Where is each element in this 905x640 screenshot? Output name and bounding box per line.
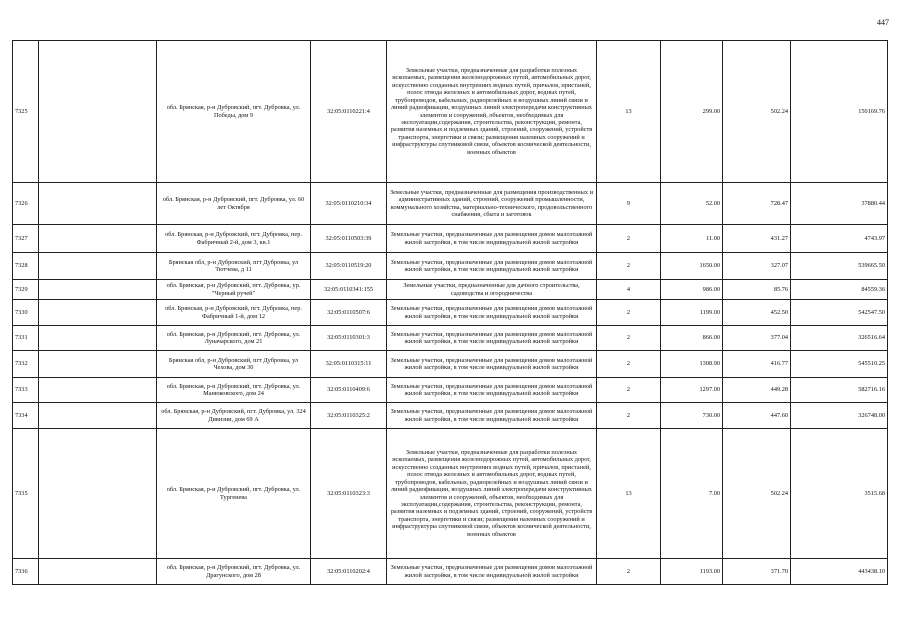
cadastral-number-cell: 32:05:0110315:11 bbox=[311, 351, 387, 378]
table-row bbox=[13, 326, 888, 351]
area-cell: 730.00 bbox=[661, 403, 723, 429]
blank-cell bbox=[39, 403, 157, 429]
blank-cell bbox=[39, 41, 157, 183]
table-row bbox=[13, 280, 888, 300]
address-cell: Брянская обл, р-н Дубровский, пгт Дубровка, ул Чехова, дом 30 bbox=[157, 351, 311, 378]
cadastral-value-cell: 3515.68 bbox=[791, 429, 888, 559]
area-cell: 1297.00 bbox=[661, 378, 723, 403]
rate-cell: 431.27 bbox=[723, 225, 791, 253]
land-use-cell: Земельные участки, предназначенные для размещения домов малоэтажной жилой застройки, в том числе индивидуальной жилой застройки bbox=[387, 326, 597, 351]
rate-cell: 447.60 bbox=[723, 403, 791, 429]
row-number: 7330 bbox=[13, 300, 39, 326]
table-row bbox=[13, 300, 888, 326]
use-code-cell: 2 bbox=[597, 326, 661, 351]
cadastral-number-cell: 32:05:0110301:3 bbox=[311, 326, 387, 351]
blank-cell bbox=[39, 559, 157, 585]
area-cell: 866.00 bbox=[661, 326, 723, 351]
rate-cell: 85.76 bbox=[723, 280, 791, 300]
blank-cell bbox=[39, 183, 157, 225]
use-code-cell: 2 bbox=[597, 253, 661, 280]
cadastral-value-cell: 150169.76 bbox=[791, 41, 888, 183]
cadastral-number-cell: 32:05:0110341:155 bbox=[311, 280, 387, 300]
use-code-cell: 2 bbox=[597, 300, 661, 326]
row-number: 7333 bbox=[13, 378, 39, 403]
cadastral-value-cell: 539665.50 bbox=[791, 253, 888, 280]
table-row bbox=[13, 403, 888, 429]
land-use-cell: Земельные участки, предназначенные для размещения домов малоэтажной жилой застройки, в том числе индивидуальной жилой застройки bbox=[387, 559, 597, 585]
rate-cell: 377.04 bbox=[723, 326, 791, 351]
cadastral-value-cell: 542547.50 bbox=[791, 300, 888, 326]
use-code-cell: 13 bbox=[597, 41, 661, 183]
land-use-cell: Земельные участки, предназначенные для размещения производственных и административных зданий, строений, сооружений промышленности, коммунального хозяйства, материально-технического, продовольственного снабжения, сбыта и заготовок bbox=[387, 183, 597, 225]
cadastral-number-cell: 32:05:0110519:20 bbox=[311, 253, 387, 280]
address-cell: обл. Брянская, р-н Дубровский, пгт. Дубровка, ул. 60 лет Октября bbox=[157, 183, 311, 225]
land-use-cell: Земельные участки, предназначенные для размещения домов малоэтажной жилой застройки, в том числе индивидуальной жилой застройки bbox=[387, 300, 597, 326]
cadastral-value-cell: 84559.36 bbox=[791, 280, 888, 300]
cadastral-value-cell: 37880.44 bbox=[791, 183, 888, 225]
cadastral-number-cell: 32:05:0110210:34 bbox=[311, 183, 387, 225]
land-use-cell: Земельные участки, предназначенные для размещения домов малоэтажной жилой застройки, в том числе индивидуальной жилой застройки bbox=[387, 253, 597, 280]
address-cell: обл. Брянская, р-н Дубровский, пгт. Дубровка, пер. Фабричный 1-й, дом 12 bbox=[157, 300, 311, 326]
cadastral-number-cell: 32:05:0110323:3 bbox=[311, 429, 387, 559]
cadastral-value-cell: 326748.00 bbox=[791, 403, 888, 429]
row-number: 7326 bbox=[13, 183, 39, 225]
rate-cell: 502.24 bbox=[723, 429, 791, 559]
address-cell: обл. Брянская, р-н Дубровский, пгт. Дубровка, пер. Фабричный 2-й, дом 3, кв.1 bbox=[157, 225, 311, 253]
land-registry-table bbox=[12, 40, 888, 585]
cadastral-number-cell: 32:05:0110221:4 bbox=[311, 41, 387, 183]
row-number: 7328 bbox=[13, 253, 39, 280]
table-row bbox=[13, 429, 888, 559]
cadastral-number-cell: 32:05:0110325:2 bbox=[311, 403, 387, 429]
rate-cell: 502.24 bbox=[723, 41, 791, 183]
use-code-cell: 2 bbox=[597, 403, 661, 429]
rate-cell: 449.28 bbox=[723, 378, 791, 403]
cadastral-number-cell: 32:05:0110503:39 bbox=[311, 225, 387, 253]
rate-cell: 327.07 bbox=[723, 253, 791, 280]
area-cell: 11.00 bbox=[661, 225, 723, 253]
table-row bbox=[13, 225, 888, 253]
rate-cell: 371.70 bbox=[723, 559, 791, 585]
table-row bbox=[13, 378, 888, 403]
blank-cell bbox=[39, 378, 157, 403]
area-cell: 1650.00 bbox=[661, 253, 723, 280]
area-cell: 52.00 bbox=[661, 183, 723, 225]
row-number: 7331 bbox=[13, 326, 39, 351]
area-cell: 1308.90 bbox=[661, 351, 723, 378]
land-use-cell: Земельные участки, предназначенные для размещения домов малоэтажной жилой застройки, в том числе индивидуальной жилой застройки bbox=[387, 403, 597, 429]
area-cell: 299.00 bbox=[661, 41, 723, 183]
blank-cell bbox=[39, 326, 157, 351]
address-cell: обл. Брянская, р-н Дубровский, пгт. Дубровка, ул. Манюковского, дом 24 bbox=[157, 378, 311, 403]
use-code-cell: 2 bbox=[597, 559, 661, 585]
address-cell: обл. Брянская, р-н Дубровский, пгт. Дубровка, ул. Победы, дом 9 bbox=[157, 41, 311, 183]
use-code-cell: 4 bbox=[597, 280, 661, 300]
page-number: 447 bbox=[877, 18, 889, 27]
land-use-cell: Земельные участки, предназначенные для размещения домов малоэтажной жилой застройки, в том числе индивидуальной жилой застройки bbox=[387, 351, 597, 378]
address-cell: обл. Брянская, р-н Дубровский, пгт. Дубровка, ул. Драгунского, дом 28 bbox=[157, 559, 311, 585]
area-cell: 1199.00 bbox=[661, 300, 723, 326]
land-use-cell: Земельные участки, предназначенные для размещения домов малоэтажной жилой застройки, в том числе индивидуальной жилой застройки bbox=[387, 378, 597, 403]
table-row bbox=[13, 41, 888, 183]
blank-cell bbox=[39, 225, 157, 253]
row-number: 7332 bbox=[13, 351, 39, 378]
land-use-cell: Земельные участки, предназначенные для дачного строительства, садоводства и огородничества bbox=[387, 280, 597, 300]
cadastral-value-cell: 326516.64 bbox=[791, 326, 888, 351]
land-use-cell: Земельные участки, предназначенные для разработки полезных ископаемых, размещения железнодорожных путей, автомобильных дорог, искусственно созданных внутренних водных путей, причалов, пристаней, полос отвода железных и автомобильных дорог, водных путей, трубопроводов, кабельных, радиорелейных и воздушных линий связи и линий радиофикации, воздушных линий электропередачи конструктивных элементов и сооружений, объектов, необходимых для эксплуатации,содержания, строительства, реконструкции, ремонта, развития наземных и подземных зданий, строений, сооружений, устройств транспорта, энергетики и связи; размещения наземных сооружений и инфраструктуры спутниковой связи, объектов космической деятельности, военных объектов bbox=[387, 41, 597, 183]
use-code-cell: 2 bbox=[597, 351, 661, 378]
blank-cell bbox=[39, 429, 157, 559]
cadastral-value-cell: 4743.97 bbox=[791, 225, 888, 253]
area-cell: 1193.00 bbox=[661, 559, 723, 585]
address-cell: обл. Брянская, р-н Дубровский, пгт. Дубровка, ул. 324 Дивизии, дом 69 А bbox=[157, 403, 311, 429]
rate-cell: 728.47 bbox=[723, 183, 791, 225]
table-body bbox=[13, 41, 888, 585]
use-code-cell: 2 bbox=[597, 225, 661, 253]
area-cell: 7.00 bbox=[661, 429, 723, 559]
table-row bbox=[13, 183, 888, 225]
table-row bbox=[13, 351, 888, 378]
cadastral-value-cell: 545510.25 bbox=[791, 351, 888, 378]
cadastral-number-cell: 32:05:0110202:4 bbox=[311, 559, 387, 585]
row-number: 7335 bbox=[13, 429, 39, 559]
table-row bbox=[13, 559, 888, 585]
address-cell: Брянская обл, р-н Дубровский, пгт Дубровка, ул Тютчева, д 11 bbox=[157, 253, 311, 280]
row-number: 7336 bbox=[13, 559, 39, 585]
cadastral-value-cell: 582716.16 bbox=[791, 378, 888, 403]
table-row bbox=[13, 253, 888, 280]
cadastral-number-cell: 32:05:0110507:6 bbox=[311, 300, 387, 326]
cadastral-value-cell: 443438.10 bbox=[791, 559, 888, 585]
use-code-cell: 9 bbox=[597, 183, 661, 225]
cadastral-number-cell: 32:05:0110409:6 bbox=[311, 378, 387, 403]
use-code-cell: 2 bbox=[597, 378, 661, 403]
land-use-cell: Земельные участки, предназначенные для размещения домов малоэтажной жилой застройки, в том числе индивидуальной жилой застройки bbox=[387, 225, 597, 253]
address-cell: обл. Брянская, р-н Дубровский, пгт. Дубровка, ур. "Черный ручей" bbox=[157, 280, 311, 300]
row-number: 7327 bbox=[13, 225, 39, 253]
row-number: 7325 bbox=[13, 41, 39, 183]
row-number: 7329 bbox=[13, 280, 39, 300]
use-code-cell: 13 bbox=[597, 429, 661, 559]
address-cell: обл. Брянская, р-н Дубровский, пгт. Дубровка, ул. Тургенева bbox=[157, 429, 311, 559]
land-use-cell: Земельные участки, предназначенные для разработки полезных ископаемых, размещения железнодорожных путей, автомобильных дорог, искусственно созданных внутренних водных путей, причалов, пристаней, полос отвода железных и автомобильных дорог, водных путей, трубопроводов, кабельных, радиорелейных и воздушных линий связи и линий радиофикации, воздушных линий электропередачи конструктивных элементов и сооружений, объектов, необходимых для эксплуатации,содержания, строительства, реконструкции, ремонта, развития наземных и подземных зданий, строений, сооружений, устройств транспорта, энергетики и связи; размещения наземных сооружений и инфраструктуры спутниковой связи, объектов космической деятельности, военных объектов bbox=[387, 429, 597, 559]
area-cell: 986.00 bbox=[661, 280, 723, 300]
rate-cell: 452.50 bbox=[723, 300, 791, 326]
address-cell: обл. Брянская, р-н Дубровский, пгт. Дубровка, ул. Луначарского, дом 21 bbox=[157, 326, 311, 351]
row-number: 7334 bbox=[13, 403, 39, 429]
blank-cell bbox=[39, 351, 157, 378]
blank-cell bbox=[39, 280, 157, 300]
blank-cell bbox=[39, 253, 157, 280]
blank-cell bbox=[39, 300, 157, 326]
rate-cell: 416.77 bbox=[723, 351, 791, 378]
